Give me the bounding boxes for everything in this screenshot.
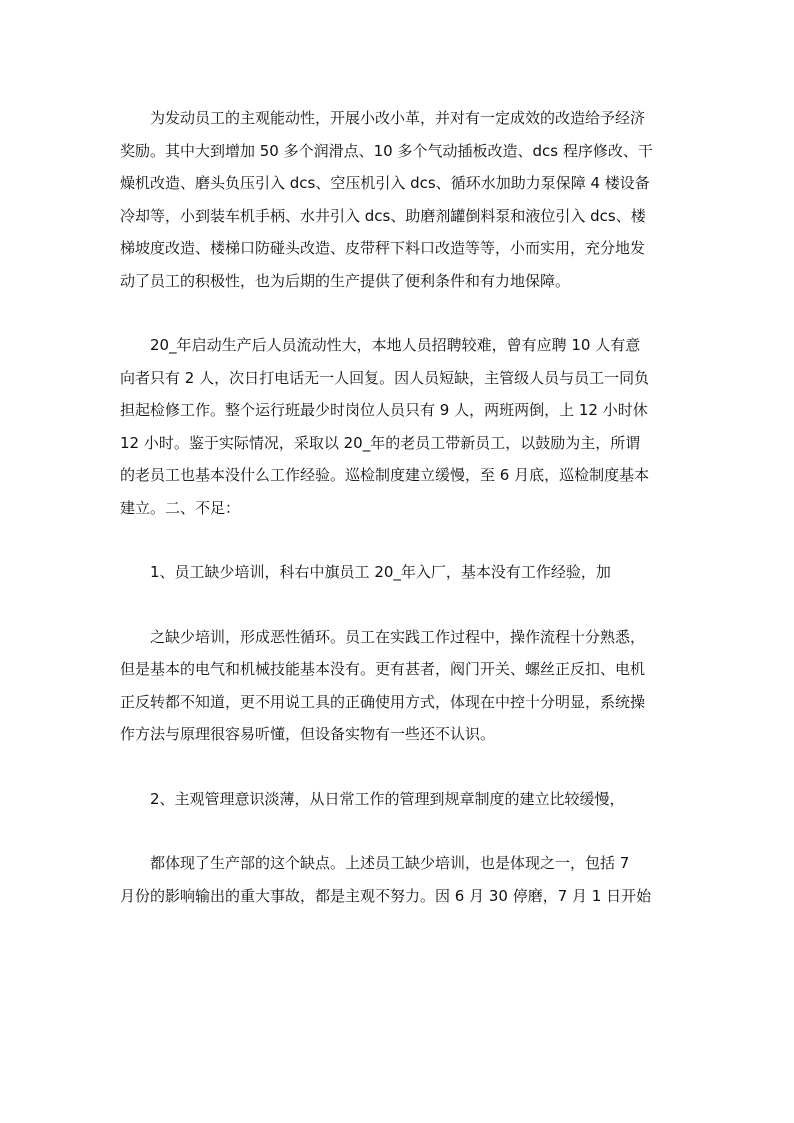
paragraph-shortcoming-2-body — [120, 847, 676, 912]
text-line: 担起检修工作。整个运行班最少时岗位人员只有 9 人，两班两倒，上 12 小时休 — [120, 401, 648, 419]
text-line: 冷却等，小到装车机手柄、水井引入 dcs、助磨剂罐倒料泵和液位引入 dcs、楼 — [120, 206, 646, 225]
text-line: 燥机改造、磨头负压引入 dcs、空压机引入 dcs、循环水加助力泵保障 4 楼设备 — [120, 174, 650, 192]
text-line: 的老员工也基本没什么工作经验。巡检制度建立缓慢，至 6 月底，巡检制度基本 — [120, 466, 650, 484]
text-line: 2、主观管理意识淡薄，从日常工作的管理到规章制度的建立比较缓慢， — [150, 789, 625, 808]
text-line: 都体现了生产部的这个缺点。上述员工缺少培训，也是体现之一，包括 7 — [150, 854, 630, 872]
paragraph-shortcoming-2-heading — [120, 783, 676, 816]
document-body — [120, 102, 676, 912]
text-line: 月份的影响输出的重大事故，都是主观不努力。因 6 月 30 停磨，7 月 1 日开始 — [120, 886, 652, 905]
text-line: 向者只有 2 人，次日打电话无一人回复。因人员短缺，主管级人员与员工一同负 — [120, 368, 650, 387]
text-line: 为发动员工的主观能动性，开展小改小革，并对有一定成效的改造给予经济 — [150, 109, 646, 127]
text-line: 作方法与原理很容易听懂，但设备实物有一些还不认识。 — [120, 725, 496, 743]
text-line: 之缺少培训，形成恶性循环。员工在实践工作过程中，操作流程十分熟悉， — [150, 627, 646, 646]
text-line: 动了员工的积极性，也为后期的生产提供了便利条件和有力地保障。 — [120, 271, 571, 290]
paragraph-spacer — [120, 815, 676, 847]
text-line: 建立。二、不足： — [120, 498, 241, 517]
text-line: 正反转都不知道，更不用说工具的正确使用方式，体现在中控十分明显，系统操 — [120, 692, 646, 711]
paragraph-shortcoming-1-heading — [120, 556, 676, 589]
text-line: 1、员工缺少培训，科右中旗员工 20_年入厂，基本没有工作经验，加 — [150, 563, 611, 581]
paragraph-spacer — [120, 524, 676, 556]
paragraph-shortcoming-1-body — [120, 621, 676, 751]
text-line: 奖励。其中大到增加 50 多个润滑点、10 多个气动插板改造、dcs 程序修改、干 — [120, 141, 653, 160]
paragraph-spacer — [120, 751, 676, 783]
paragraph-incentives — [120, 102, 676, 297]
text-line: 但是基本的电气和机械技能基本没有。更有甚者，阀门开关、螺丝正反扣、电机 — [120, 660, 646, 678]
text-line: 12 小时。鉴于实际情况，采取以 20_年的老员工带新员工，以鼓励为主，所谓 — [120, 433, 641, 452]
paragraph-staffing — [120, 329, 676, 524]
paragraph-spacer — [120, 297, 676, 329]
text-line: 20_年启动生产后人员流动性大，本地人员招聘较难，曾有应聘 10 人有意 — [150, 336, 641, 354]
paragraph-spacer — [120, 589, 676, 621]
text-line: 梯坡度改造、楼梯口防碰头改造、皮带秤下料口改造等等，小而实用，充分地发 — [120, 239, 646, 257]
